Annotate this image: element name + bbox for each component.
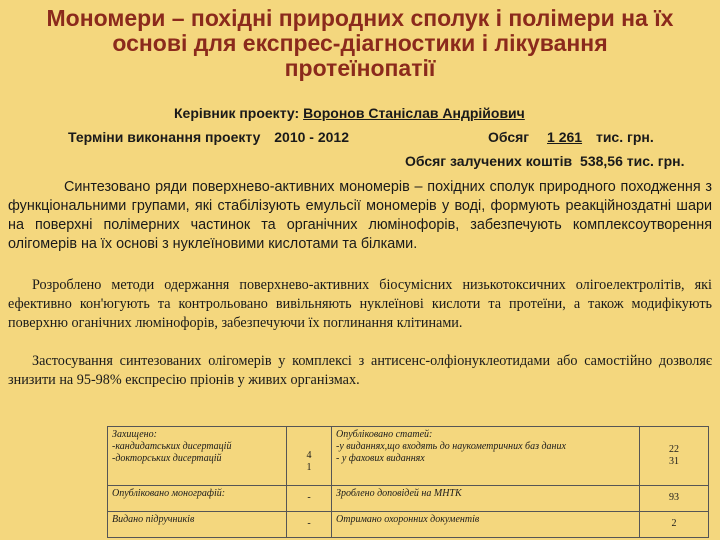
attracted-label: Обсяг залучених коштів [405, 153, 573, 169]
reports-value: 93 [640, 485, 709, 511]
textbooks-label: Видано підручників [108, 511, 287, 537]
term-label: Терміни виконання проекту [68, 129, 261, 145]
defended-label: Захищено: -кандидатських дисертацій -докторських дисертацій [108, 427, 287, 486]
table-row [108, 427, 709, 486]
monographs-value: - [287, 485, 332, 511]
patents-value: 2 [640, 511, 709, 537]
page-title [10, 6, 710, 81]
title-line-2: основі для експрес-діагностики і лікування [112, 30, 608, 56]
attracted-value: 538,56 тис. грн. [580, 153, 685, 169]
leader-label: Керівник проекту: [174, 105, 300, 121]
defended-value: 4 1 [287, 427, 332, 486]
title-line-3: протеїнопатії [284, 55, 436, 81]
paragraph-application: Застосування синтезованих олігомерів у комплексі з антисенс-олфіонуклеотидами або самостійно дозволяє знизити на 95-98% експресію пріонів у живих організмах. [8, 353, 712, 388]
term-value: 2010 - 2012 [274, 129, 349, 145]
table-row [108, 485, 709, 511]
project-term [68, 128, 349, 146]
project-volume [488, 128, 654, 146]
patents-label: Отримано охоронних документів [332, 511, 640, 537]
monographs-label: Опубліковано монографій: [108, 485, 287, 511]
volume-label: Обсяг [488, 129, 530, 145]
reports-label: Зроблено доповідей на МНТК [332, 485, 640, 511]
table-row [108, 511, 709, 537]
paragraph-methods: Розроблено методи одержання поверхнево-активних біосумісних низькотоксичних олігоелектролітів, які ефективно кон'югують та контрольовано вивільняють нуклеїнові кислоти та протеїни, а також модифікують поверхню оганічних люмінофорів, забезпечуючи їх поглинання клітинами. [8, 277, 712, 331]
volume-value: 1 261 [547, 129, 583, 145]
results-table [107, 426, 709, 538]
textbooks-value: - [287, 511, 332, 537]
articles-value: 22 31 [640, 427, 709, 486]
volume-unit: тис. грн. [595, 129, 654, 145]
paragraph-synthesis: Синтезовано ряди поверхнево-активних мономерів – похідних сполук природного походження з функціональними групами, які стабілізують емульсії мономерів у воді, формують реакційноздатні шари на поверхні полімерних частинок та органічних люмінофорів, забезпечують комплексоутворення олігомерів на їх основі з нуклеїновими кислотами та білками. [8, 179, 712, 252]
attracted-funds [405, 152, 685, 170]
leader-name: Воронов Станіслав Андрійович [303, 105, 525, 121]
title-line-1: Мономери – похідні природних сполук і полімери на їх [46, 5, 674, 31]
project-leader [174, 104, 525, 122]
articles-label: Опубліковано статей: -у виданнях,що входять до наукометричних баз даних - у фахових виданнях [332, 427, 640, 486]
